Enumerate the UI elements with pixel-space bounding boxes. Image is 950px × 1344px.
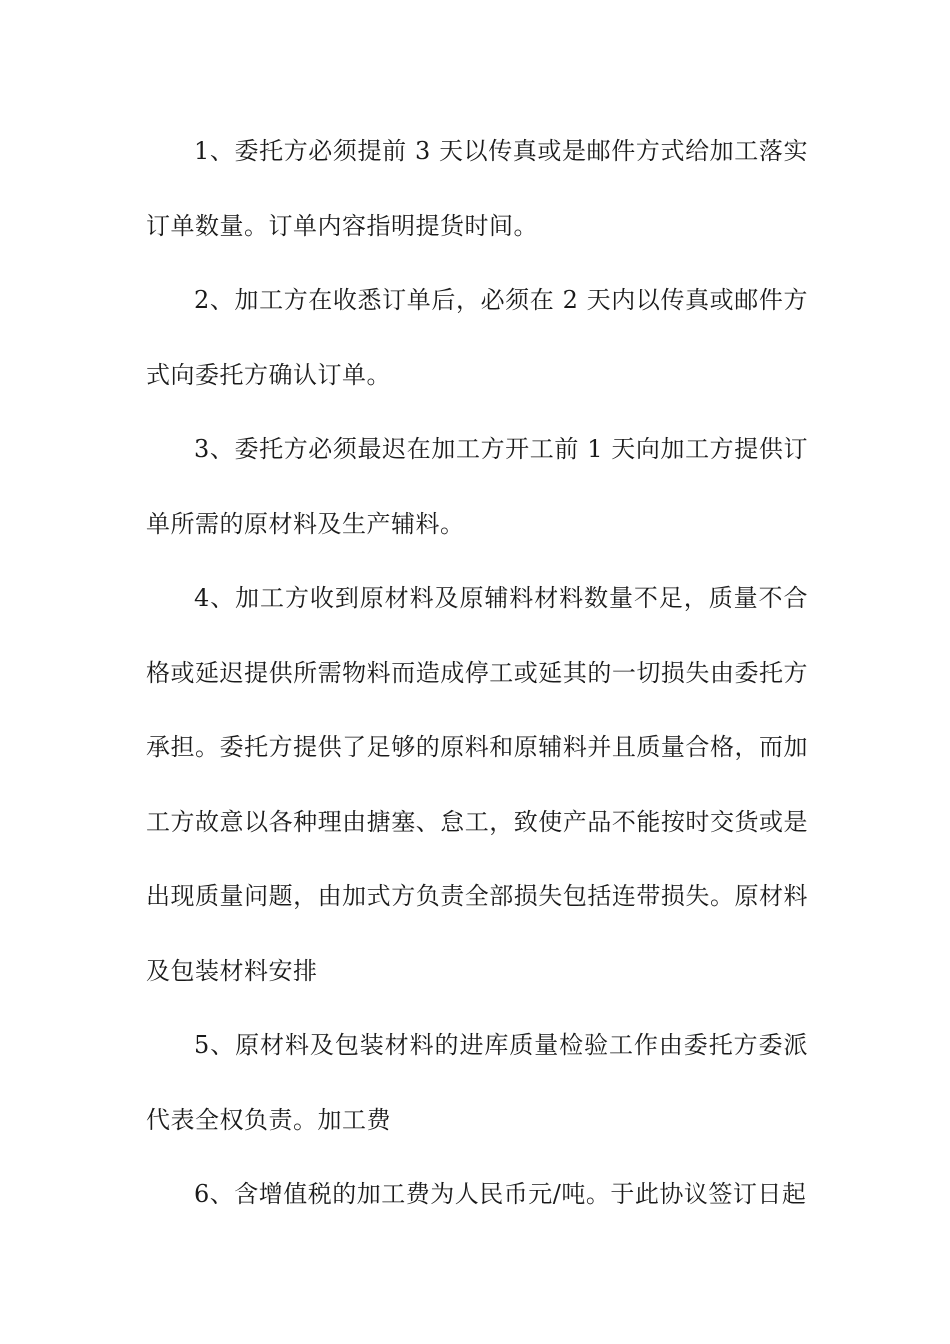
- paragraph-4: 4、加工方收到原材料及原辅料材料数量不足，质量不合格或延迟提供所需物料而造成停工或延其的一切损失由委托方承担。委托方提供了足够的原料和原辅料并且质量合格，而加工方故意以各种理由搪塞、怠工，致使产品不能按时交货或是出现质量问题，由加式方负责全部损失包括连带损失。原材料及包装材料安排: [146, 584, 808, 985]
- paragraph-2: 2、加工方在收悉订单后，必须在 2 天内以传真或邮件方式向委托方确认订单。: [146, 286, 808, 389]
- paragraph-6: 6、含增值税的加工费为人民币元/吨。于此协议签订日起: [194, 1180, 807, 1208]
- paragraph-1: 1、委托方必须提前 3 天以传真或是邮件方式给加工落实订单数量。订单内容指明提货时间。: [146, 137, 808, 240]
- paragraph-5: 5、原材料及包装材料的进库质量检验工作由委托方委派代表全权负责。加工费: [146, 1031, 808, 1134]
- paragraph-3: 3、委托方必须最迟在加工方开工前 1 天向加工方提供订单所需的原材料及生产辅料。: [146, 435, 808, 538]
- document-body: [146, 114, 808, 1232]
